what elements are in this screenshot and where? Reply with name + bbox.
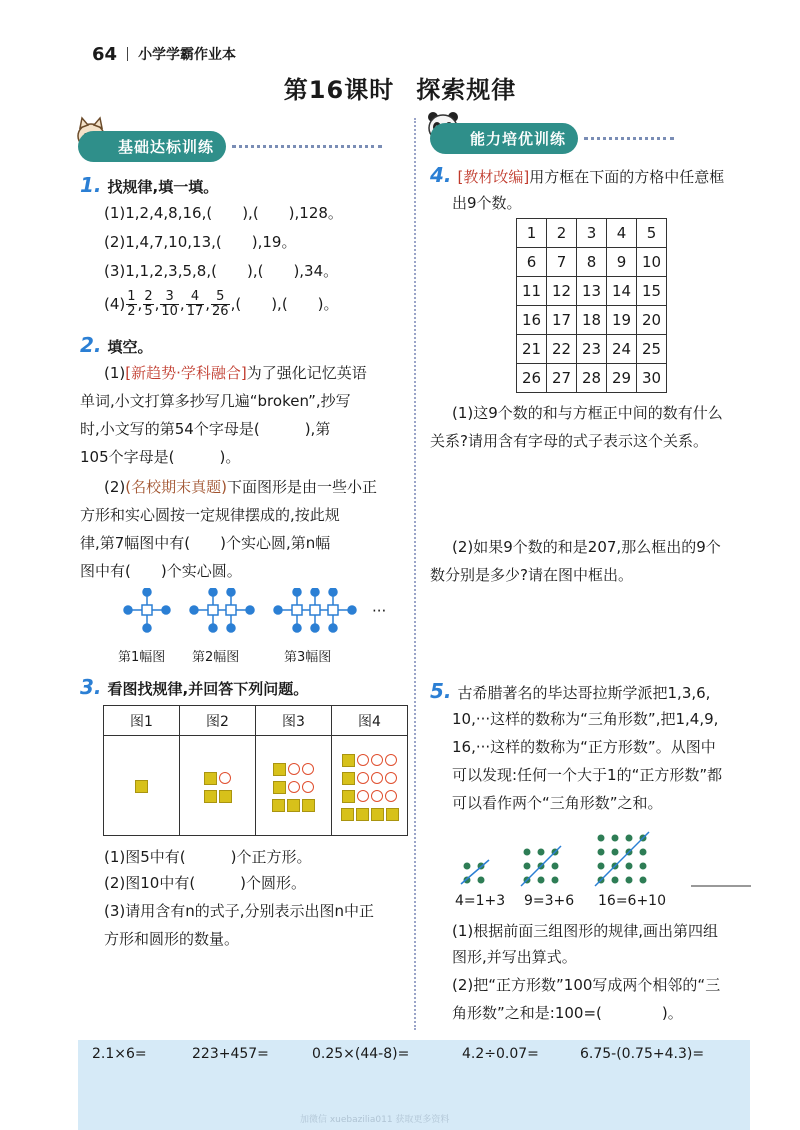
q4-p2-line-1: (2)如果9个数的和是207,那么框出的9个 [452,538,721,556]
square-shape [273,781,286,794]
q5-p1-line-1: (1)根据前面三组图形的规律,画出第四组 [452,922,719,940]
book-title: 小学学霸作业本 [138,47,237,63]
grid-cell[interactable]: 10 [637,248,667,277]
grid-cell[interactable]: 25 [637,335,667,364]
grid-cell[interactable]: 30 [637,364,667,393]
q5-line-4: 可以发现:任何一个大于1的“正方形数”都 [452,766,723,784]
calc-item: 2.1×6= [92,1046,147,1062]
column-divider [414,118,416,1030]
page-header [92,42,236,66]
page-number: 64 [92,43,118,65]
lesson-name: 探索规律 [416,76,517,104]
section-badge-advanced: 能力培优训练 [430,123,578,154]
figure-cell-1 [104,736,180,836]
square-shape [371,808,384,821]
figure-header: 图4 [332,706,408,736]
question-title: 找规律,填一填。 [107,178,219,196]
pattern-ellipsis: ··· [372,602,387,620]
section-dots [232,145,382,148]
section-heading-right [430,118,674,158]
q3-line-3: (3)请用含有n的式子,分别表示出图n中正 [104,902,375,920]
q5-line-5: 可以看作两个“三角形数”之和。 [452,794,663,812]
figure-cell-3 [256,736,332,836]
grid-cell[interactable]: 27 [547,364,577,393]
q4-p1-line-2: 关系?请用含有字母的式子表示这个关系。 [430,432,708,450]
equation-2: 9=3+6 [524,893,575,909]
square-shape [386,808,399,821]
question-number: 2. [80,333,102,357]
q3-heading [80,676,308,700]
figure-header: 图3 [256,706,332,736]
grid-cell[interactable]: 29 [607,364,637,393]
q2-p1-line-1: (1)[新趋势·学科融合]为了强化记忆英语 [104,364,367,382]
equation-1: 4=1+3 [455,893,506,909]
section-heading-left [78,126,382,166]
question-title: 填空。 [107,338,153,356]
fraction: $\frac{5}{26}$ [212,289,229,319]
square-shape [342,772,355,785]
grid-cell[interactable]: 2 [547,219,577,248]
square-shape [356,808,369,821]
q2-p1-line-4: 105个字母是( )。 [80,448,241,466]
grid-cell[interactable]: 11 [517,277,547,306]
q3-line-4: 方形和圆形的数量。 [104,930,240,948]
q1-line-3: (3)1,1,2,3,5,8,( ),( ),34。 [104,262,339,280]
circle-shape [371,754,383,766]
fraction: $\frac{1}{2}$ [127,289,136,319]
grid-cell[interactable]: 7 [547,248,577,277]
dot-figures [455,816,755,888]
tag-textbook: [教材改编] [457,168,530,186]
circle-shape [357,754,369,766]
question-number: 3. [80,675,102,699]
grid-cell[interactable]: 26 [517,364,547,393]
q5-p2-line-2: 角形数”之和是:100=( )。 [452,1004,683,1022]
pattern-figure-2 [190,588,254,632]
square-shape [219,790,232,803]
circle-shape [385,772,397,784]
fraction: $\frac{2}{5}$ [144,289,153,319]
q2-p2-line-2: 方形和实心圆按一定规律摆成的,按此规 [80,506,340,524]
q1-line4-suffix: ,( ),( )。 [230,295,339,313]
square-shape [272,799,285,812]
q2-p1-line-2: 单词,小文打算多抄写几遍“broken”,抄写 [80,392,351,410]
q1-line-2: (2)1,4,7,10,13,( ),19。 [104,233,297,251]
grid-cell[interactable]: 24 [607,335,637,364]
grid-cell[interactable]: 3 [577,219,607,248]
q4-p2-line-2: 数分别是多少?请在图中框出。 [430,566,633,584]
grid-cell[interactable]: 8 [577,248,607,277]
grid-cell[interactable]: 15 [637,277,667,306]
calc-item: 0.25×(44-8)= [312,1046,410,1062]
dot-figure-9 [521,846,561,886]
question-title: 看图找规律,并回答下列问题。 [107,680,309,698]
fraction: $\frac{3}{10}$ [161,289,178,319]
q5-line-2: 10,···这样的数称为“三角形数”,把1,4,9, [452,710,719,728]
circle-shape [219,772,231,784]
grid-cell[interactable]: 21 [517,335,547,364]
calc-item: 223+457= [192,1046,269,1062]
grid-cell[interactable]: 14 [607,277,637,306]
q4-p1-line-1: (1)这9个数的和与方框正中间的数有什么 [452,404,723,422]
circle-shape [302,763,314,775]
number-grid [516,218,667,393]
square-shape [341,808,354,821]
circle-shape [357,790,369,802]
q4-line-2: 出9个数。 [452,194,522,212]
q5-line-1: 5. 古希腊著名的毕达哥拉斯学派把1,3,6, [430,679,711,703]
figure-table [103,705,408,836]
square-shape [204,790,217,803]
grid-cell[interactable]: 12 [547,277,577,306]
caption-figure-1: 第1幅图 [118,650,166,665]
grid-cell[interactable]: 22 [547,335,577,364]
q1-line-4: (4) $\frac{1}{2}$ , $\frac{2}{5}$ , $\frac{3}{10}$ , $\frac{4}{17}$ , $\frac{5}{26}$ ,( ),( )。 [104,289,339,319]
circle-shape [385,754,397,766]
tag-exam: (名校期末真题) [125,478,227,496]
question-number: 1. [80,173,102,197]
square-shape [204,772,217,785]
q2-p2-line-3: 律,第7幅图中有( )个实心圆,第n幅 [80,534,331,552]
dot-figure-4 [461,860,489,884]
watermark: 加微信 xuebazilia011 获取更多资料 [300,1115,450,1125]
grid-cell[interactable]: 1 [517,219,547,248]
q5-p1-line-2: 图形,并写出算式。 [452,948,577,966]
circle-shape [288,781,300,793]
square-shape [342,754,355,767]
grid-cell[interactable]: 6 [517,248,547,277]
q5-line-3: 16,···这样的数称为“正方形数”。从图中 [452,738,716,756]
q3-line-2: (2)图10中有( )个圆形。 [104,874,307,892]
figure-cell-2 [180,736,256,836]
square-shape [342,790,355,803]
square-shape [302,799,315,812]
grid-cell[interactable]: 5 [637,219,667,248]
caption-figure-2: 第2幅图 [192,650,240,665]
circle-shape [357,772,369,784]
dot-figure-16 [595,832,649,886]
pattern-figure-1 [124,588,170,632]
q1-heading [80,174,218,198]
q2-p1-line-3: 时,小文写的第54个字母是( ),第 [80,420,331,438]
grid-cell[interactable]: 16 [517,306,547,335]
grid-cell[interactable]: 20 [637,306,667,335]
calc-item: 4.2÷0.07= [462,1046,539,1062]
tag-new-trend: [新趋势·学科融合] [125,364,247,382]
caption-figure-3: 第3幅图 [284,650,332,665]
lesson-title [0,70,800,105]
circle-shape [288,763,300,775]
question-number: 4. [430,163,452,187]
q1-line-1: (1)1,2,4,8,16,( ),( ),128。 [104,204,343,222]
grid-cell[interactable]: 17 [547,306,577,335]
section-dots [584,137,674,140]
question-number: 5. [430,679,452,703]
section-badge-basic: 基础达标训练 [78,131,226,162]
grid-cell[interactable]: 28 [577,364,607,393]
grid-cell[interactable]: 9 [607,248,637,277]
calc-item: 6.75-(0.75+4.3)= [580,1046,705,1062]
figure-cell-4 [332,736,408,836]
circle-shape [302,781,314,793]
square-shape [273,763,286,776]
q2-p2-line-4: 图中有( )个实心圆。 [80,562,242,580]
lesson-number: 第16课时 [283,76,395,104]
grid-cell[interactable]: 4 [607,219,637,248]
square-shape [287,799,300,812]
circle-shape [371,772,383,784]
square-shape [135,780,148,793]
grid-cell[interactable]: 23 [577,335,607,364]
circle-shape [371,790,383,802]
grid-cell[interactable]: 19 [607,306,637,335]
q2-p2-line-1: (2)(名校期末真题)下面图形是由一些小正 [104,478,377,496]
pattern-figure-3 [274,588,356,632]
q4-line-1: 4. [教材改编]用方框在下面的方格中任意框 [430,163,725,187]
q5-p2-line-1: (2)把“正方形数”100写成两个相邻的“三 [452,976,721,994]
header-separator [127,47,128,61]
figure-header: 图2 [180,706,256,736]
circle-shape [385,790,397,802]
q1-line4-prefix: (4) [104,295,126,313]
fraction: $\frac{4}{17}$ [186,289,204,319]
grid-cell[interactable]: 18 [577,306,607,335]
q3-line-1: (1)图5中有( )个正方形。 [104,848,312,866]
grid-cell[interactable]: 13 [577,277,607,306]
equation-3: 16=6+10 [598,893,666,909]
q2-heading [80,334,153,358]
figure-header: 图1 [104,706,180,736]
pattern-figures [118,588,398,638]
